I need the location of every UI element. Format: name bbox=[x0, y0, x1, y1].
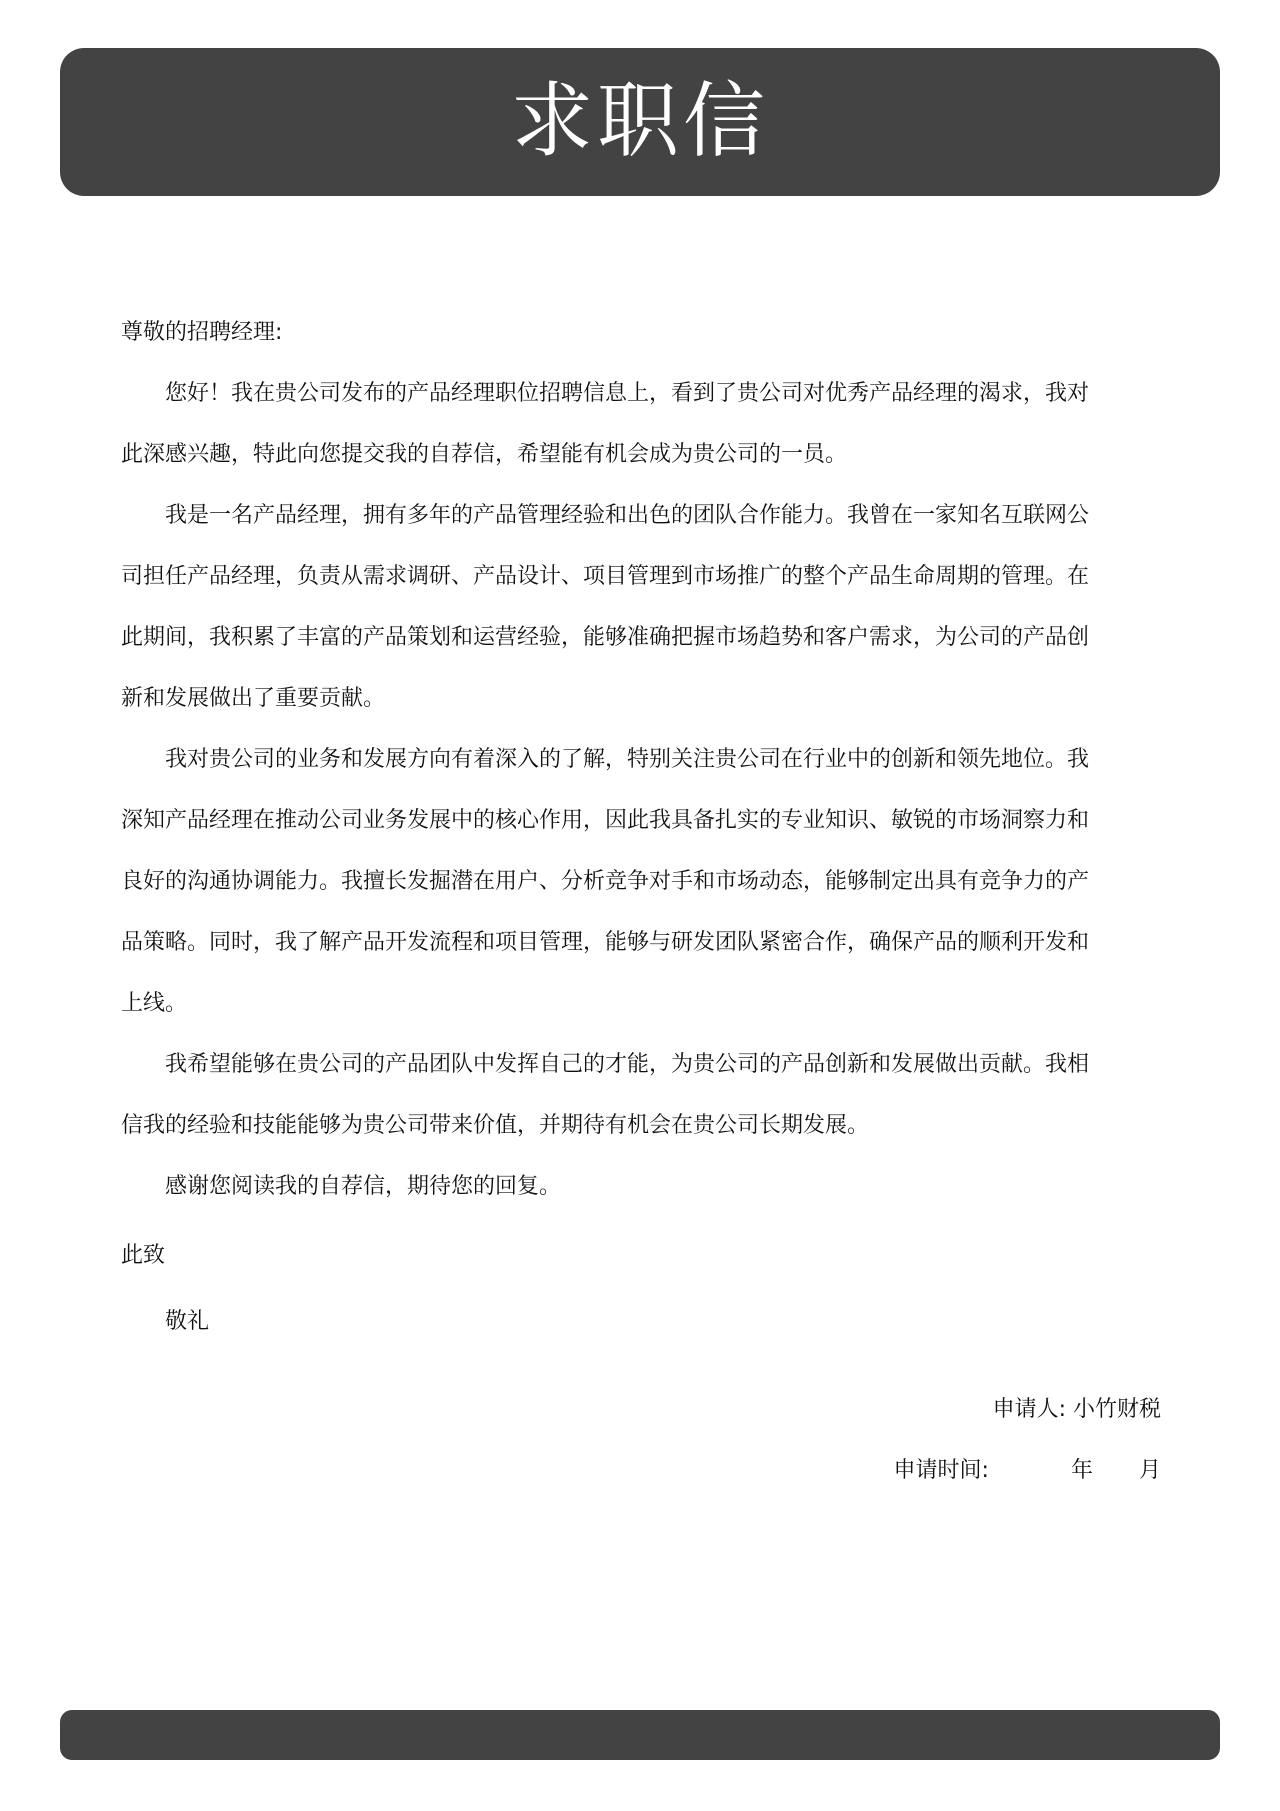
signature-block bbox=[121, 1379, 1161, 1501]
date-year: 年 bbox=[1070, 1458, 1093, 1483]
paragraph-line: 您好！我在贵公司发布的产品经理职位招聘信息上，看到了贵公司对优秀产品经理的渴求，我对 bbox=[165, 381, 1090, 406]
page-title: 求职信 bbox=[510, 74, 769, 169]
closing-regards: 敬礼 bbox=[165, 1309, 210, 1334]
paragraph-line: 司担任产品经理，负责从需求调研、产品设计、项目管理到市场推广的整个产品生命周期的管理。在 bbox=[121, 564, 1090, 589]
paragraph-line: 我对贵公司的业务和发展方向有着深入的了解，特别关注贵公司在行业中的创新和领先地位。我 bbox=[165, 747, 1090, 772]
paragraph bbox=[121, 1034, 1161, 1156]
paragraph-line: 新和发展做出了重要贡献。 bbox=[121, 686, 386, 711]
salutation: 尊敬的招聘经理: bbox=[121, 320, 283, 345]
letter-body bbox=[121, 302, 1161, 1501]
date-label: 申请时间: bbox=[893, 1458, 989, 1483]
footer-banner bbox=[60, 1710, 1220, 1760]
paragraph-line: 我是一名产品经理，拥有多年的产品管理经验和出色的团队合作能力。我曾在一家知名互联网公 bbox=[165, 503, 1090, 528]
paragraph-line: 感谢您阅读我的自荐信，期待您的回复。 bbox=[165, 1174, 562, 1199]
date-month: 月 bbox=[1138, 1458, 1161, 1483]
closing-line: 此致 bbox=[121, 1243, 166, 1268]
applicant-label: 申请人: bbox=[992, 1397, 1066, 1422]
paragraph-line: 我希望能够在贵公司的产品团队中发挥自己的才能，为贵公司的产品创新和发展做出贡献。我相 bbox=[165, 1052, 1090, 1077]
paragraph-line: 深知产品经理在推动公司业务发展中的核心作用，因此我具备扎实的专业知识、敏锐的市场洞察力和 bbox=[121, 808, 1090, 833]
paragraph-line: 此深感兴趣，特此向您提交我的自荐信，希望能有机会成为贵公司的一员。 bbox=[121, 442, 848, 467]
paragraph-line: 信我的经验和技能能够为贵公司带来价值，并期待有机会在贵公司长期发展。 bbox=[121, 1113, 870, 1138]
applicant-line bbox=[121, 1379, 1161, 1440]
paragraph bbox=[121, 1156, 1161, 1217]
paragraph-line: 良好的沟通协调能力。我擅长发掘潜在用户、分析竞争对手和市场动态，能够制定出具有竞争力的产 bbox=[121, 869, 1090, 894]
paragraph-line: 上线。 bbox=[121, 991, 188, 1016]
header-banner bbox=[60, 48, 1220, 196]
paragraph bbox=[121, 729, 1161, 1034]
paragraph-line: 此期间，我积累了丰富的产品策划和运营经验，能够准确把握市场趋势和客户需求，为公司的产品创 bbox=[121, 625, 1090, 650]
paragraph bbox=[121, 485, 1161, 729]
date-line bbox=[121, 1440, 1161, 1501]
applicant-name: 小竹财税 bbox=[1072, 1397, 1161, 1422]
paragraph bbox=[121, 363, 1161, 485]
paragraph-line: 品策略。同时，我了解产品开发流程和项目管理，能够与研发团队紧密合作，确保产品的顺利开发和 bbox=[121, 930, 1090, 955]
